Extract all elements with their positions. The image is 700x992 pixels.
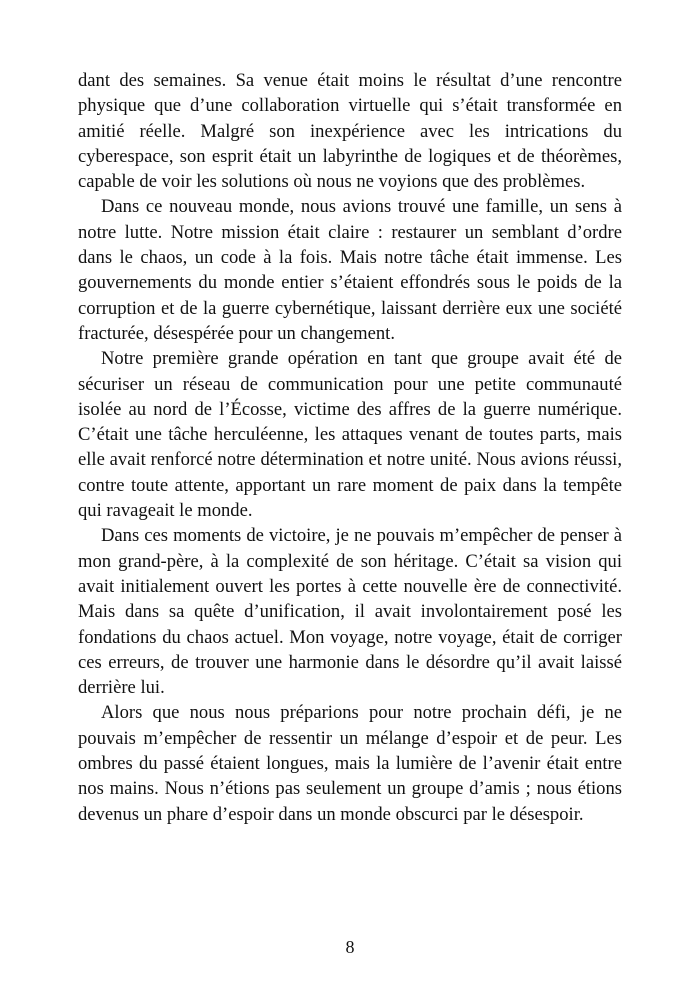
body-text — [78, 68, 622, 827]
paragraph-4: Dans ces moments de victoire, je ne pouvais m’empêcher de penser à mon grand-père, à la complexité de son héritage. C’était sa vision qui avait initialement ouvert les portes à cette nouvelle ère de connectivité. Mais dans sa quête d’unification, il avait involontairement posé les fondations du chaos actuel. Mon voyage, notre voyage, était de corriger ces erreurs, de trouver une harmonie dans le désordre qu’il avait laissé derrière lui. — [78, 525, 622, 699]
page-number: 8 — [345, 937, 355, 957]
paragraph-3: Notre première grande opération en tant que groupe avait été de sécuriser un réseau de communication pour une petite communauté isolée au nord de l’Écosse, victime des affres de la guerre numérique. C’était une tâche herculéenne, les attaques venant de toutes parts, mais elle avait renforcé notre détermination et notre unité. Nous avions réussi, contre toute attente, apportant un rare moment de paix dans la tempête qui ravageait le monde. — [78, 348, 622, 522]
paragraph-1: dant des semaines. Sa venue était moins le résultat d’une rencontre physique que d’une collaboration virtuelle qui s’était transformée en amitié réelle. Malgré son inexpérience avec les intrications du cyberespace, son esprit était un labyrinthe de logiques et de théorèmes, capable de voir les solutions où nous ne voyions que des problèmes. — [78, 70, 622, 193]
paragraph-2: Dans ce nouveau monde, nous avions trouvé une famille, un sens à notre lutte. Notre mission était claire : restaurer un semblant d’ordre dans le chaos, un code à la fois. Mais notre tâche était immense. Les gouvernements du monde entier s’étaient effondrés sous le poids de la corruption et de la guerre cybernétique, laissant derrière eux une société fracturée, désespérée pour un changement. — [78, 196, 622, 344]
paragraph-5: Alors que nous nous préparions pour notre prochain défi, je ne pouvais m’empêcher de ressentir un mélange d’espoir et de peur. Les ombres du passé étaient longues, mais la lumière de l’avenir était entre nos mains. Nous n’étions pas seulement un groupe d’amis ; nous étions devenus un phare d’espoir dans un monde obscurci par le désespoir. — [78, 702, 622, 825]
